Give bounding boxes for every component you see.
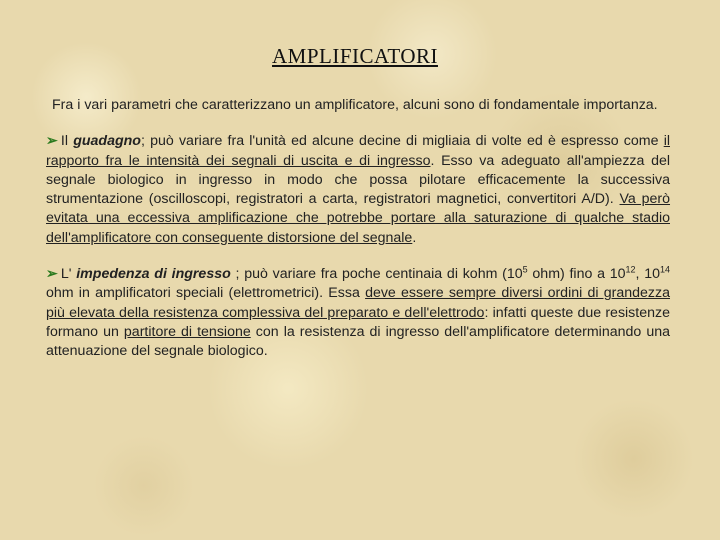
arrow-right-icon: ➢ — [46, 133, 58, 150]
document-body — [46, 96, 670, 379]
gain-text-2: ; può variare fra l'unità ed alcune decine di migliaia di volte ed è espresso come — [140, 133, 664, 150]
bullet-impedance — [46, 265, 670, 361]
gain-underlined-1: il rapporto fra le intensità dei segnali di uscita e di ingresso — [46, 133, 670, 169]
impedance-underlined-2: partitore di tensione — [123, 323, 251, 340]
gain-underlined-2: Va però evitata una eccessiva amplificazione che potrebbe portare alla saturazione di qualche stadio dell'amplificatore con conseguente distorsione del segnale — [46, 191, 671, 246]
impedance-text-3: ohm) fino a 10 — [527, 266, 626, 283]
gain-text-1: Il — [60, 133, 74, 150]
impedance-exponent-2: 12 — [625, 264, 636, 275]
page-title: AMPLIFICATORI — [272, 44, 438, 68]
intro-paragraph: Fra i vari parametri che caratterizzano un amplificatore, alcuni sono di fondamentale importanza. — [52, 97, 658, 113]
impedance-text-2: ; può variare fra poche centinaia di kohm (10 — [230, 266, 523, 283]
impedance-text-1: L' — [60, 266, 77, 283]
impedance-underlined-1: deve essere sempre diversi ordini di grandezza più elevata della resistenza complessiva del preparato e dell'elettrodo — [46, 285, 670, 321]
impedance-exponent-1: 5 — [522, 264, 528, 275]
gain-term: guadagno — [73, 133, 141, 150]
bullet-gain — [46, 132, 670, 248]
impedance-text-4: , 10 — [635, 266, 660, 283]
impedance-text-5: ohm in amplificatori speciali (elettrometrici). Essa — [46, 285, 366, 302]
impedance-exponent-3: 14 — [659, 264, 670, 275]
gain-text-3: . Esso va adeguato all'ampiezza del segnale biologico in ingresso in modo che possa pilotare efficacemente la successiva strumentazione (oscilloscopi, registratori a carta, registratori magnetici, convertitori A/D). — [46, 152, 670, 208]
arrow-right-icon: ➢ — [46, 266, 58, 283]
impedance-term: impedenza di ingresso — [76, 266, 231, 283]
gain-text-4: . — [412, 229, 417, 246]
impedance-text-6: : infatti queste due resistenze formano un — [46, 304, 670, 340]
impedance-text-7: con la resistenza di ingresso dell'amplificatore determinando una attenuazione del segnale biologico. — [46, 323, 670, 360]
